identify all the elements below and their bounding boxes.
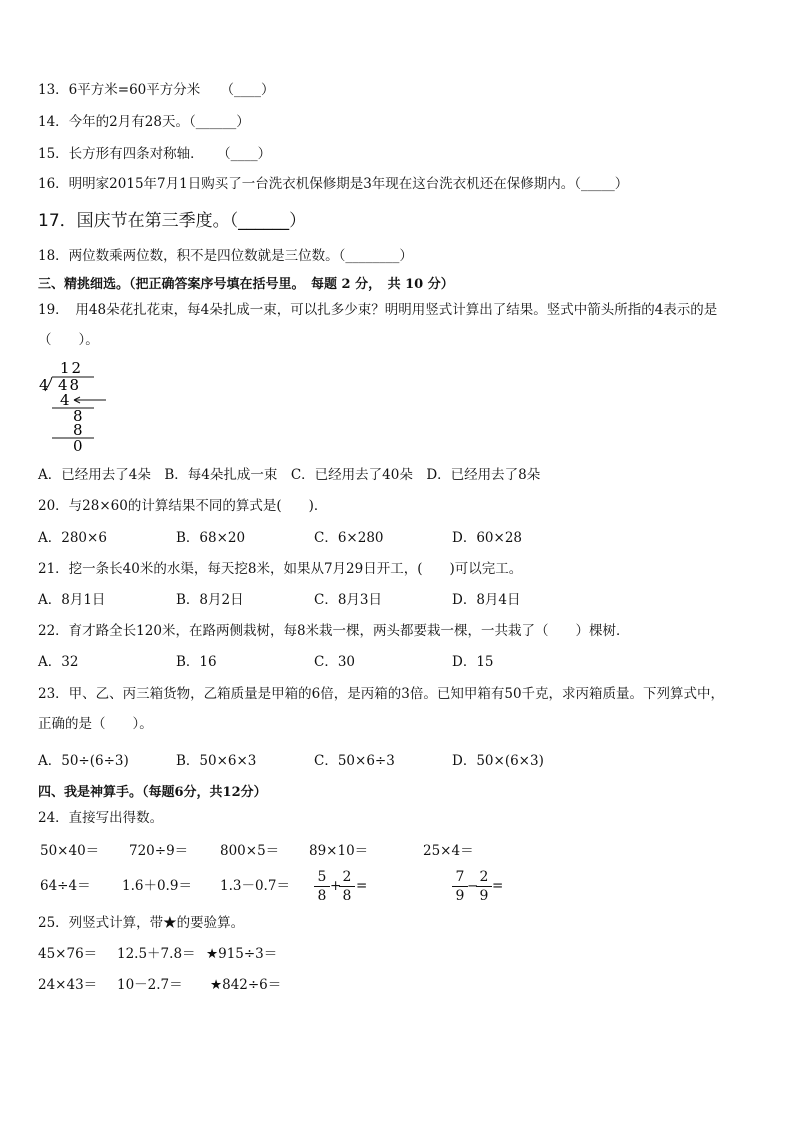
question-20-option-a: A．280×6 bbox=[38, 530, 107, 546]
numerator: 2 bbox=[479, 869, 489, 885]
vertical-calc-item: ★842÷6＝ bbox=[210, 977, 282, 993]
question-20-option-b: B．68×20 bbox=[176, 530, 246, 546]
fraction-b bbox=[476, 870, 492, 903]
calc-item: 64÷4＝ bbox=[40, 878, 91, 894]
question-19-stem-cont: （ ）。 bbox=[38, 332, 99, 348]
vertical-calc-item: 45×76＝ bbox=[38, 946, 98, 962]
minus-sign: − bbox=[467, 878, 479, 894]
vertical-calc-item: 12.5＋7.8＝ bbox=[117, 946, 196, 962]
calc-item: 1.6＋0.9＝ bbox=[122, 878, 192, 894]
equals-sign: = bbox=[492, 878, 504, 894]
vertical-calc-item: 24×43＝ bbox=[38, 977, 98, 993]
calc-item: 89×10＝ bbox=[309, 843, 369, 859]
question-14: 14．今年的2月有28天。（______） bbox=[38, 114, 250, 130]
division-remainder: 0 bbox=[73, 437, 83, 452]
question-19-options: A．已经用去了4朵 B．每4朵扎成一束 C．已经用去了40朵 D．已经用去了8朵 bbox=[38, 467, 541, 483]
question-17: 17．国庆节在第三季度。（______） bbox=[38, 211, 307, 231]
fraction-b bbox=[339, 870, 355, 903]
question-22-option-c: C．30 bbox=[314, 654, 356, 670]
question-22-option-b: B．16 bbox=[176, 654, 217, 670]
division-step-2: 8 bbox=[73, 407, 83, 425]
question-20-stem: 20．与28×60的计算结果不同的算式是( )． bbox=[38, 498, 328, 514]
fraction-a bbox=[452, 870, 468, 903]
calc-item: 50×40＝ bbox=[40, 843, 100, 859]
fraction-a bbox=[314, 870, 330, 903]
numerator: 5 bbox=[317, 869, 327, 885]
question-25-stem: 25．列竖式计算，带★的要验算。 bbox=[38, 915, 245, 931]
question-15: 15．长方形有四条对称轴． （____） bbox=[38, 146, 272, 162]
calc-item: 1.3－0.7＝ bbox=[220, 878, 290, 894]
long-division-figure bbox=[38, 360, 118, 452]
division-step-1: 4 bbox=[60, 391, 70, 409]
vertical-calc-item: 10－2.7＝ bbox=[117, 977, 183, 993]
division-step-3: 8 bbox=[73, 421, 83, 439]
question-21-option-d: D．8月4日 bbox=[452, 592, 521, 608]
question-22-option-d: D．15 bbox=[452, 654, 494, 670]
calc-item: 25×4＝ bbox=[423, 843, 474, 859]
division-dividend: 48 bbox=[58, 376, 82, 394]
denominator: 9 bbox=[479, 888, 489, 904]
numerator: 7 bbox=[455, 869, 465, 885]
question-19-stem: 19． 用48朵花扎花束，每4朵扎成一束，可以扎多少束？明明用竖式计算出了结果。竖式中箭头所指的4表示的是 bbox=[38, 302, 718, 318]
question-23-stem-cont: 正确的是（ ）。 bbox=[38, 716, 153, 732]
equals-sign: = bbox=[356, 878, 368, 894]
question-21-stem: 21．挖一条长40米的水渠，每天挖8米，如果从7月29日开工，( )可以完工。 bbox=[38, 561, 523, 577]
question-18: 18．两位数乘两位数，积不是四位数就是三位数。（________） bbox=[38, 248, 413, 264]
division-quotient: 12 bbox=[60, 360, 84, 377]
section-4-heading: 四、我是神算手。（每题6分，共12分） bbox=[38, 785, 267, 800]
question-24-stem: 24．直接写出得数。 bbox=[38, 810, 164, 826]
question-21-option-c: C．8月3日 bbox=[314, 592, 383, 608]
plus-sign: + bbox=[330, 878, 342, 894]
question-22-option-a: A．32 bbox=[38, 654, 79, 670]
calc-item: 800×5＝ bbox=[220, 843, 280, 859]
question-20-option-d: D．60×28 bbox=[452, 530, 522, 546]
question-21-option-b: B．8月2日 bbox=[176, 592, 244, 608]
question-23-option-a: A．50÷(6÷3) bbox=[38, 753, 129, 769]
question-13: 13．6平方米=60平方分米 （____） bbox=[38, 82, 275, 98]
question-23-option-c: C．50×6÷3 bbox=[314, 753, 395, 769]
vertical-calc-item: ★915÷3＝ bbox=[206, 946, 278, 962]
question-16: 16．明明家2015年7月1日购买了一台洗衣机保修期是3年现在这台洗衣机还在保修期内。（_____） bbox=[38, 176, 629, 192]
question-22-stem: 22．育才路全长120米，在路两侧栽树，每8米栽一棵，两头都要栽一棵，一共栽了（ ）棵树． bbox=[38, 623, 630, 639]
section-3-heading: 三、精挑细选。（把正确答案序号填在括号里。 每题 2 分， 共 10 分） bbox=[38, 277, 454, 292]
numerator: 2 bbox=[342, 869, 352, 885]
division-divisor: 4 bbox=[39, 376, 49, 394]
question-23-stem: 23．甲、乙、丙三箱货物，乙箱质量是甲箱的6倍，是丙箱的3倍。已知甲箱有50千克，求丙箱质量。下列算式中， bbox=[38, 686, 725, 702]
question-23-option-d: D．50×(6×3) bbox=[452, 753, 544, 769]
question-21-option-a: A．8月1日 bbox=[38, 592, 106, 608]
calc-item: 720÷9＝ bbox=[129, 843, 189, 859]
denominator: 8 bbox=[317, 888, 327, 904]
denominator: 8 bbox=[342, 888, 352, 904]
question-23-option-b: B．50×6×3 bbox=[176, 753, 257, 769]
denominator: 9 bbox=[455, 888, 465, 904]
question-20-option-c: C．6×280 bbox=[314, 530, 384, 546]
